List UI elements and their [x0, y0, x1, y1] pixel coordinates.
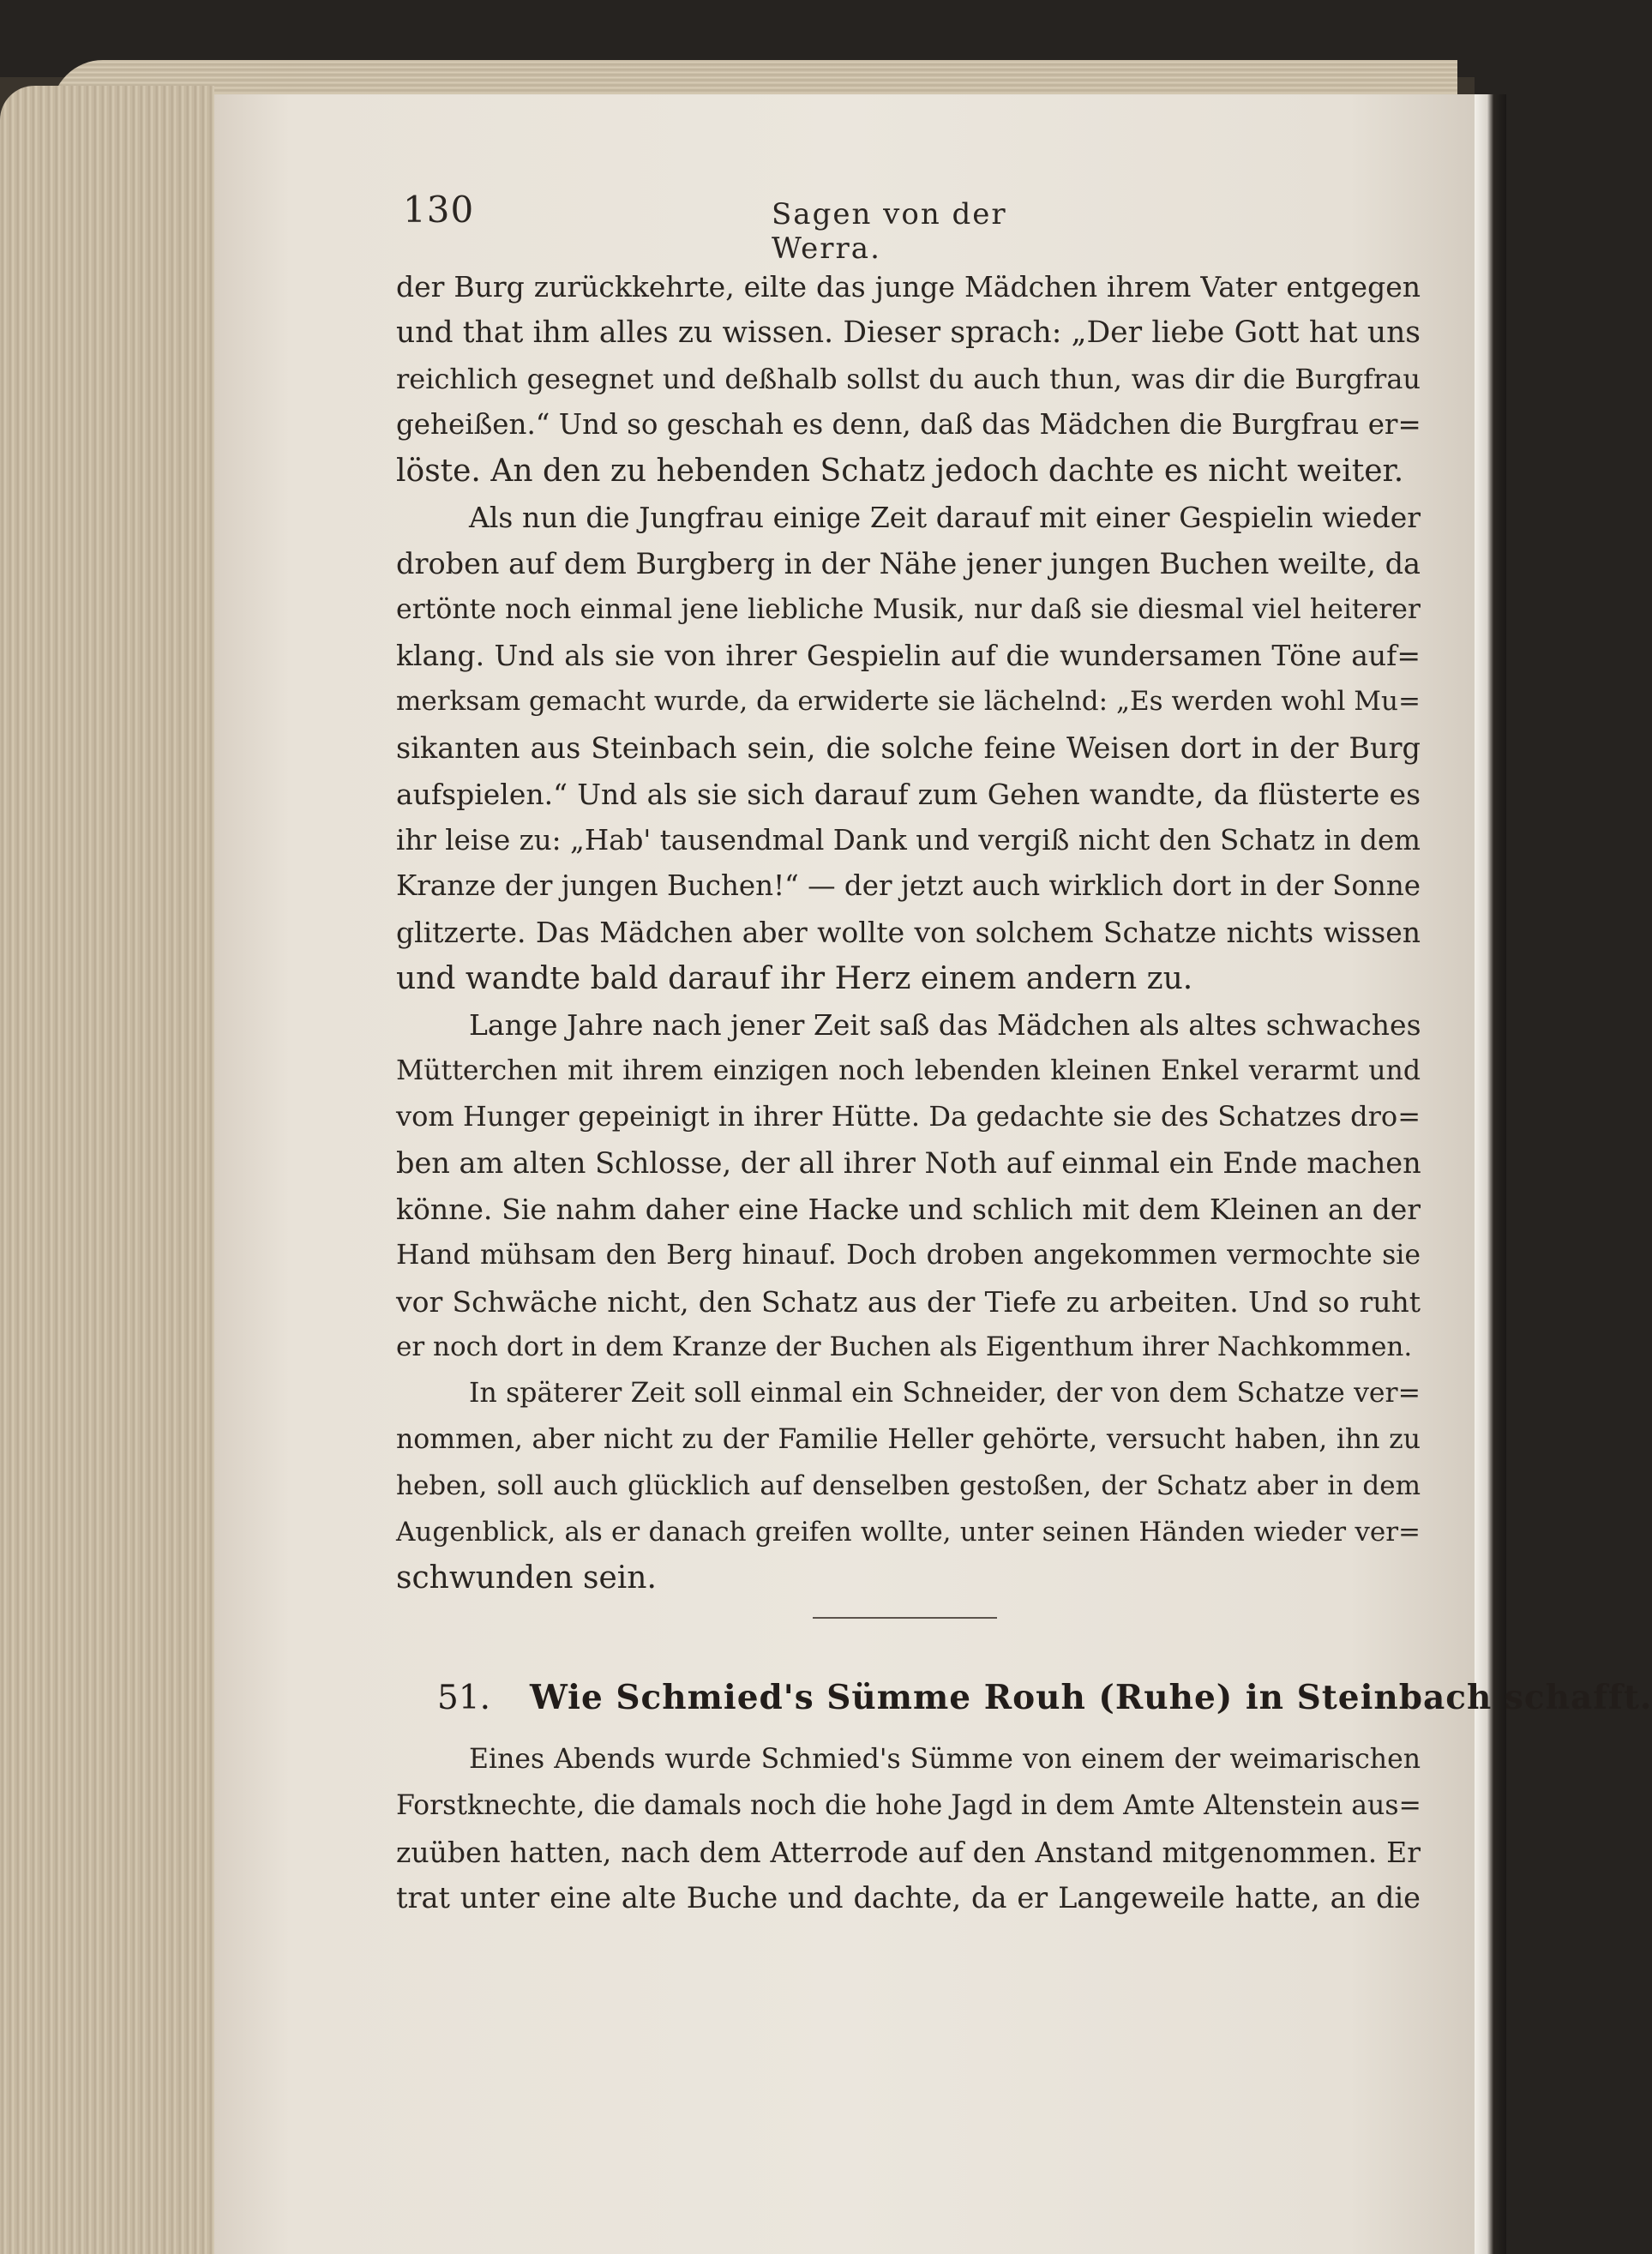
text-line: vor Schwäche nicht, den Schatz aus der Tiefe zu arbeiten. Und so ruht: [396, 1284, 1421, 1319]
section-heading: [437, 1672, 1652, 1723]
text-line: merksam gemacht wurde, da erwiderte sie lächelnd: „Es werden wohl Mu=: [396, 686, 1421, 718]
text-line: könne. Sie nahm daher eine Hacke und schlich mit dem Kleinen an der: [396, 1192, 1421, 1226]
text-line: reichlich gesegnet und deßhalb sollst du auch thun, was dir die Burgfrau: [396, 362, 1421, 395]
section-divider: [813, 1617, 997, 1619]
text-line: zuüben hatten, nach dem Atterrode auf den Anstand mitgenommen. Er: [396, 1835, 1421, 1869]
section-title: Wie Schmied's Sümme Rouh (Ruhe) in Steinbach schafft.: [530, 1678, 1652, 1717]
section-number: 51.: [437, 1679, 491, 1717]
text-line: trat unter eine alte Buche und dachte, da er Langeweile hatte, an die: [396, 1881, 1421, 1915]
page-block-side-edge: [0, 86, 214, 2254]
text-line: ihr leise zu: „Hab' tausendmal Dank und vergiß nicht den Schatz in dem: [396, 823, 1421, 857]
text-line: Als nun die Jungfrau einige Zeit darauf mit einer Gespielin wieder: [469, 500, 1421, 534]
text-line: und that ihm alles zu wissen. Dieser sprach: „Der liebe Gott hat uns: [396, 315, 1421, 350]
text-line: Augenblick, als er danach greifen wollte, unter seinen Händen wieder ver=: [396, 1516, 1421, 1548]
text-line: heben, soll auch glücklich auf denselben gestoßen, der Schatz aber in dem: [396, 1470, 1421, 1501]
text-line: droben auf dem Burgberg in der Nähe jener jungen Buchen weilte, da: [396, 546, 1421, 580]
body-text-top: [396, 264, 1421, 1602]
text-line: er noch dort in dem Kranze der Buchen als Eigenthum ihrer Nachkommen.: [396, 1331, 1413, 1363]
text-line: In späterer Zeit soll einmal ein Schneider, der von dem Schatze ver=: [469, 1378, 1421, 1410]
text-line: ben am alten Schlosse, der all ihrer Noth auf einmal ein Ende machen: [396, 1146, 1421, 1181]
text-line: Lange Jahre nach jener Zeit saß das Mädchen als altes schwaches: [469, 1007, 1421, 1042]
text-line: Eines Abends wurde Schmied's Sümme von einem der weimarischen: [469, 1744, 1421, 1775]
text-line: schwunden sein.: [396, 1560, 657, 1596]
text-line: ertönte noch einmal jene liebliche Musik, nur daß sie diesmal viel heiterer: [396, 593, 1421, 625]
page-number: 130: [403, 189, 475, 231]
text-line: löste. An den zu hebenden Schatz jedoch dachte es nicht weiter.: [396, 454, 1404, 490]
text-line: aufspielen.“ Und als sie sich darauf zum Gehen wandte, da flüsterte es: [396, 777, 1421, 811]
text-line: glitzerte. Das Mädchen aber wollte von solchem Schatze nichts wissen: [396, 916, 1421, 950]
text-line: nommen, aber nicht zu der Familie Heller gehörte, versucht haben, ihn zu: [396, 1423, 1421, 1455]
running-title: Sagen von der Werra.: [772, 197, 1007, 266]
text-line: sikanten aus Steinbach sein, die solche feine Weisen dort in der Burg: [396, 730, 1421, 765]
gutter-edge: [1475, 94, 1506, 2254]
text-line: der Burg zurückkehrte, eilte das junge Mädchen ihrem Vater entgegen: [396, 270, 1421, 304]
text-line: Forstknechte, die damals noch die hohe Jagd in dem Amte Altenstein aus=: [396, 1789, 1421, 1821]
text-line: Mütterchen mit ihrem einzigen noch lebenden kleinen Enkel verarmt und: [396, 1055, 1421, 1086]
text-line: klang. Und als sie von ihrer Gespielin auf die wundersamen Töne auf=: [396, 639, 1421, 673]
text-line: Kranze der jungen Buchen!“ — der jetzt auch wirklich dort in der Sonne: [396, 869, 1421, 903]
text-line: vom Hunger gepeinigt in ihrer Hütte. Da gedachte sie des Schatzes dro=: [396, 1100, 1421, 1133]
text-line: und wandte bald darauf ihr Herz einem andern zu.: [396, 960, 1193, 996]
text-line: geheißen.“ Und so geschah es denn, daß das Mädchen die Burgfrau er=: [396, 408, 1421, 442]
body-text-bottom: [396, 1737, 1421, 1921]
text-line: Hand mühsam den Berg hinauf. Doch droben angekommen vermochte sie: [396, 1239, 1421, 1271]
running-head: [403, 189, 1063, 266]
